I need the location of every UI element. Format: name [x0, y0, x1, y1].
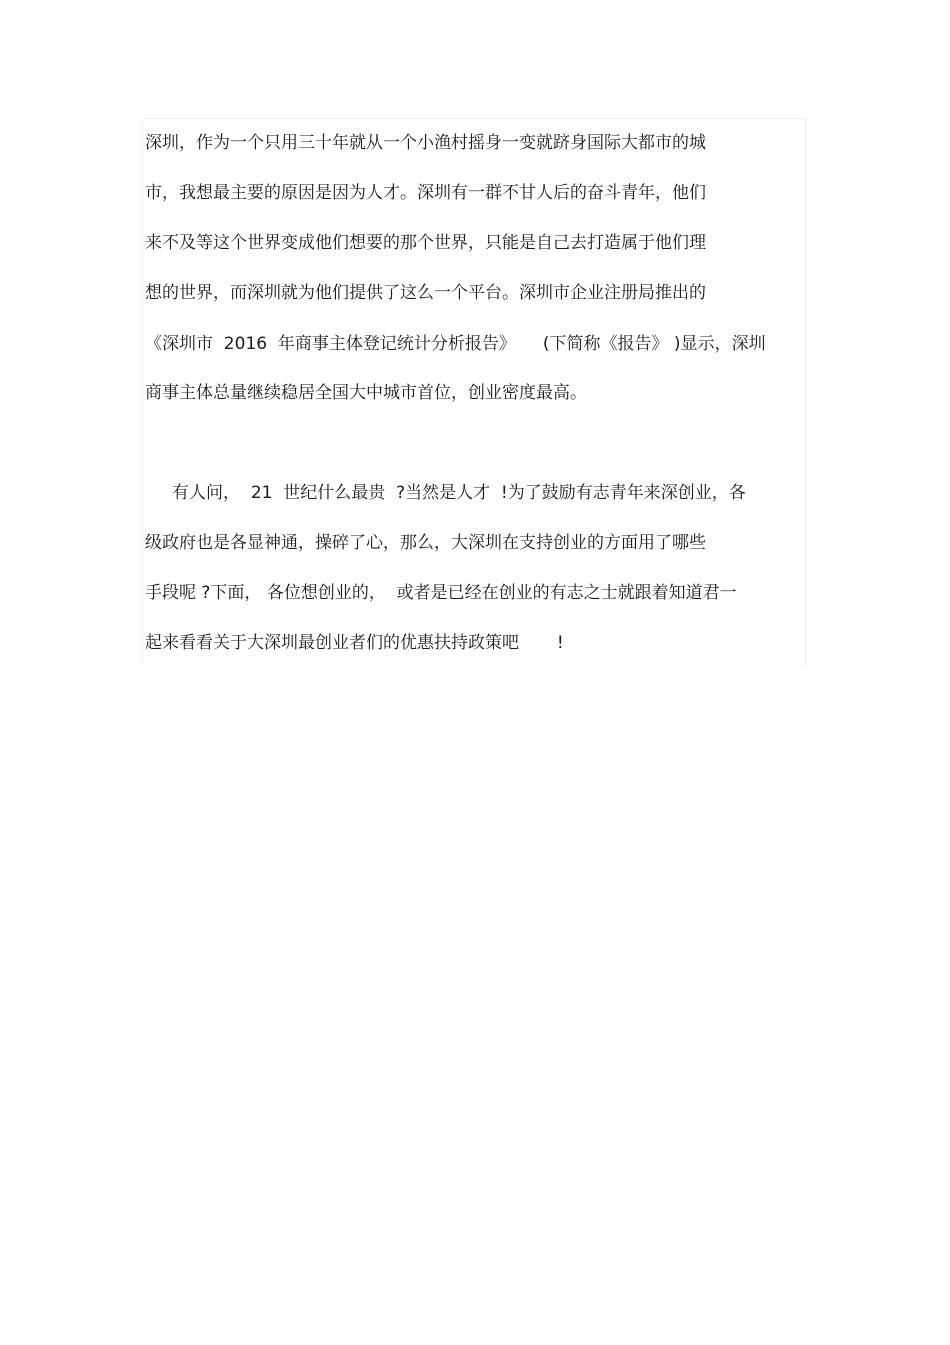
paragraph-1-line-6: 商事主体总量继续稳居全国大中城市首位，创业密度最高。	[145, 383, 587, 403]
paragraph-1-line-5: 《深圳市 2016 年商事主体登记统计分析报告》 (下简称《报告》 )显示，深圳	[145, 334, 766, 354]
paragraph-2-line-2: 级政府也是各显神通，操碎了心，那么，大深圳在支持创业的方面用了哪些	[145, 533, 706, 553]
paragraph-1-line-2: 市，我想最主要的原因是因为人才。深圳有一群不甘人后的奋斗青年，他们	[145, 183, 706, 203]
paragraph-2-line-4: 起来看看关于大深圳最创业者们的优惠扶持政策吧 !	[145, 633, 564, 653]
paragraph-1-line-1: 深圳，作为一个只用三十年就从一个小渔村摇身一变就跻身国际大都市的城	[145, 133, 706, 153]
paragraph-2-line-1: 有人问， 21 世纪什么最贵 ?当然是人才 !为了鼓励有志青年来深创业，各	[145, 483, 746, 503]
paragraph-1-line-3: 来不及等这个世界变成他们想要的那个世界，只能是自己去打造属于他们理	[145, 233, 706, 253]
paragraph-1-line-4: 想的世界，而深圳就为他们提供了这么一个平台。深圳市企业注册局推出的	[145, 283, 706, 303]
paragraph-2-line-3: 手段呢 ?下面， 各位想创业的， 或者是已经在创业的有志之士就跟着知道君一	[145, 583, 737, 603]
